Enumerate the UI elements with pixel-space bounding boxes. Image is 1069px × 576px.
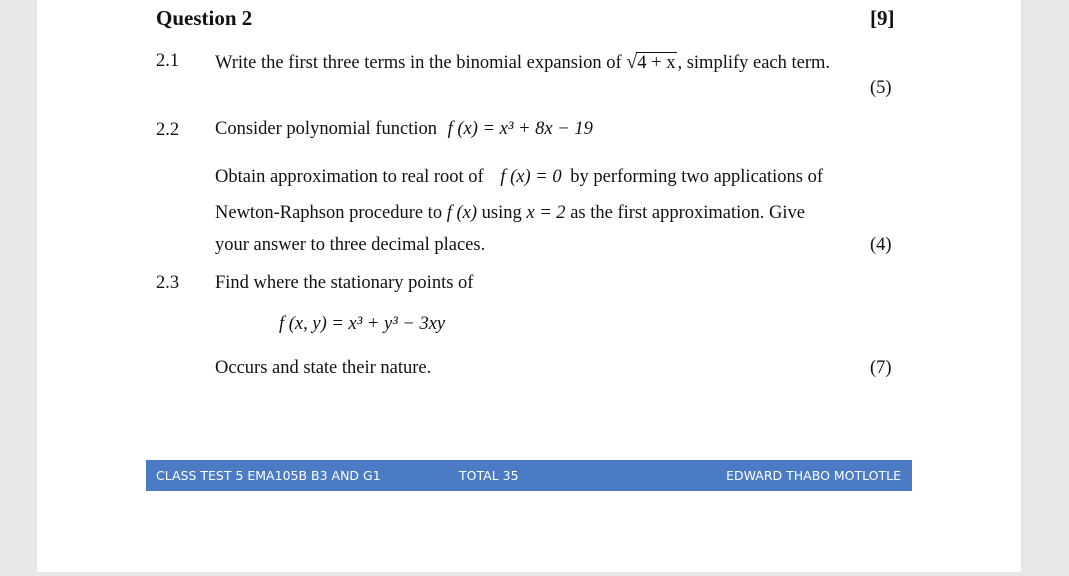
q22-number: 2.2 bbox=[156, 120, 180, 140]
footer-center-text: TOTAL 35 bbox=[459, 468, 519, 483]
q22-function-lhs: f (x) = bbox=[447, 119, 496, 139]
q23-text: Find where the stationary points of bbox=[215, 273, 474, 293]
q21-marks: (5) bbox=[870, 78, 892, 98]
q22-line1 bbox=[215, 167, 823, 188]
question-total-marks: [9] bbox=[870, 6, 895, 30]
footer-left-text: CLASS TEST 5 EMA105B B3 AND G1 bbox=[156, 468, 381, 483]
footer-right-text: EDWARD THABO MOTLOTLE bbox=[726, 468, 901, 483]
q21-text-after: , simplify each term. bbox=[677, 53, 831, 73]
q23-closing-text: Occurs and state their nature. bbox=[215, 358, 432, 378]
q22-function-rhs: x³ + 8x − 19 bbox=[499, 119, 593, 139]
q21-text-before: Write the first three terms in the binomial expansion of bbox=[215, 53, 622, 73]
q21-text bbox=[215, 51, 830, 74]
q23-number: 2.3 bbox=[156, 273, 180, 293]
q22-intro-text: Consider polynomial function bbox=[215, 119, 437, 139]
q23-marks: (7) bbox=[870, 358, 892, 378]
q22-line2-math1: f (x) bbox=[446, 203, 478, 223]
q22-line2-before: Newton-Raphson procedure to bbox=[215, 203, 443, 223]
q22-marks: (4) bbox=[870, 235, 892, 255]
q22-line1-after: by performing two applications of bbox=[570, 167, 824, 187]
question-title: Question 2 bbox=[156, 6, 253, 30]
q22-line1-before: Obtain approximation to real root of bbox=[215, 167, 484, 187]
q22-line2 bbox=[215, 203, 805, 224]
q23-function: f (x, y) = x³ + y³ − 3xy bbox=[279, 314, 446, 334]
q22-line2-math2: x = 2 bbox=[526, 203, 566, 223]
document-page bbox=[37, 0, 1021, 572]
q22-intro bbox=[215, 119, 593, 140]
sqrt-expression bbox=[626, 51, 677, 74]
sqrt-content: 4 + x bbox=[637, 53, 676, 73]
q22-line3: your answer to three decimal places. bbox=[215, 235, 486, 255]
q21-number: 2.1 bbox=[156, 51, 180, 71]
q22-line1-math: f (x) = 0 bbox=[500, 167, 562, 187]
q22-line2-mid: using bbox=[481, 203, 522, 223]
page-footer bbox=[146, 460, 912, 491]
q22-line2-after: as the first approximation. Give bbox=[570, 203, 805, 223]
sqrt-symbol: √ bbox=[626, 51, 638, 73]
